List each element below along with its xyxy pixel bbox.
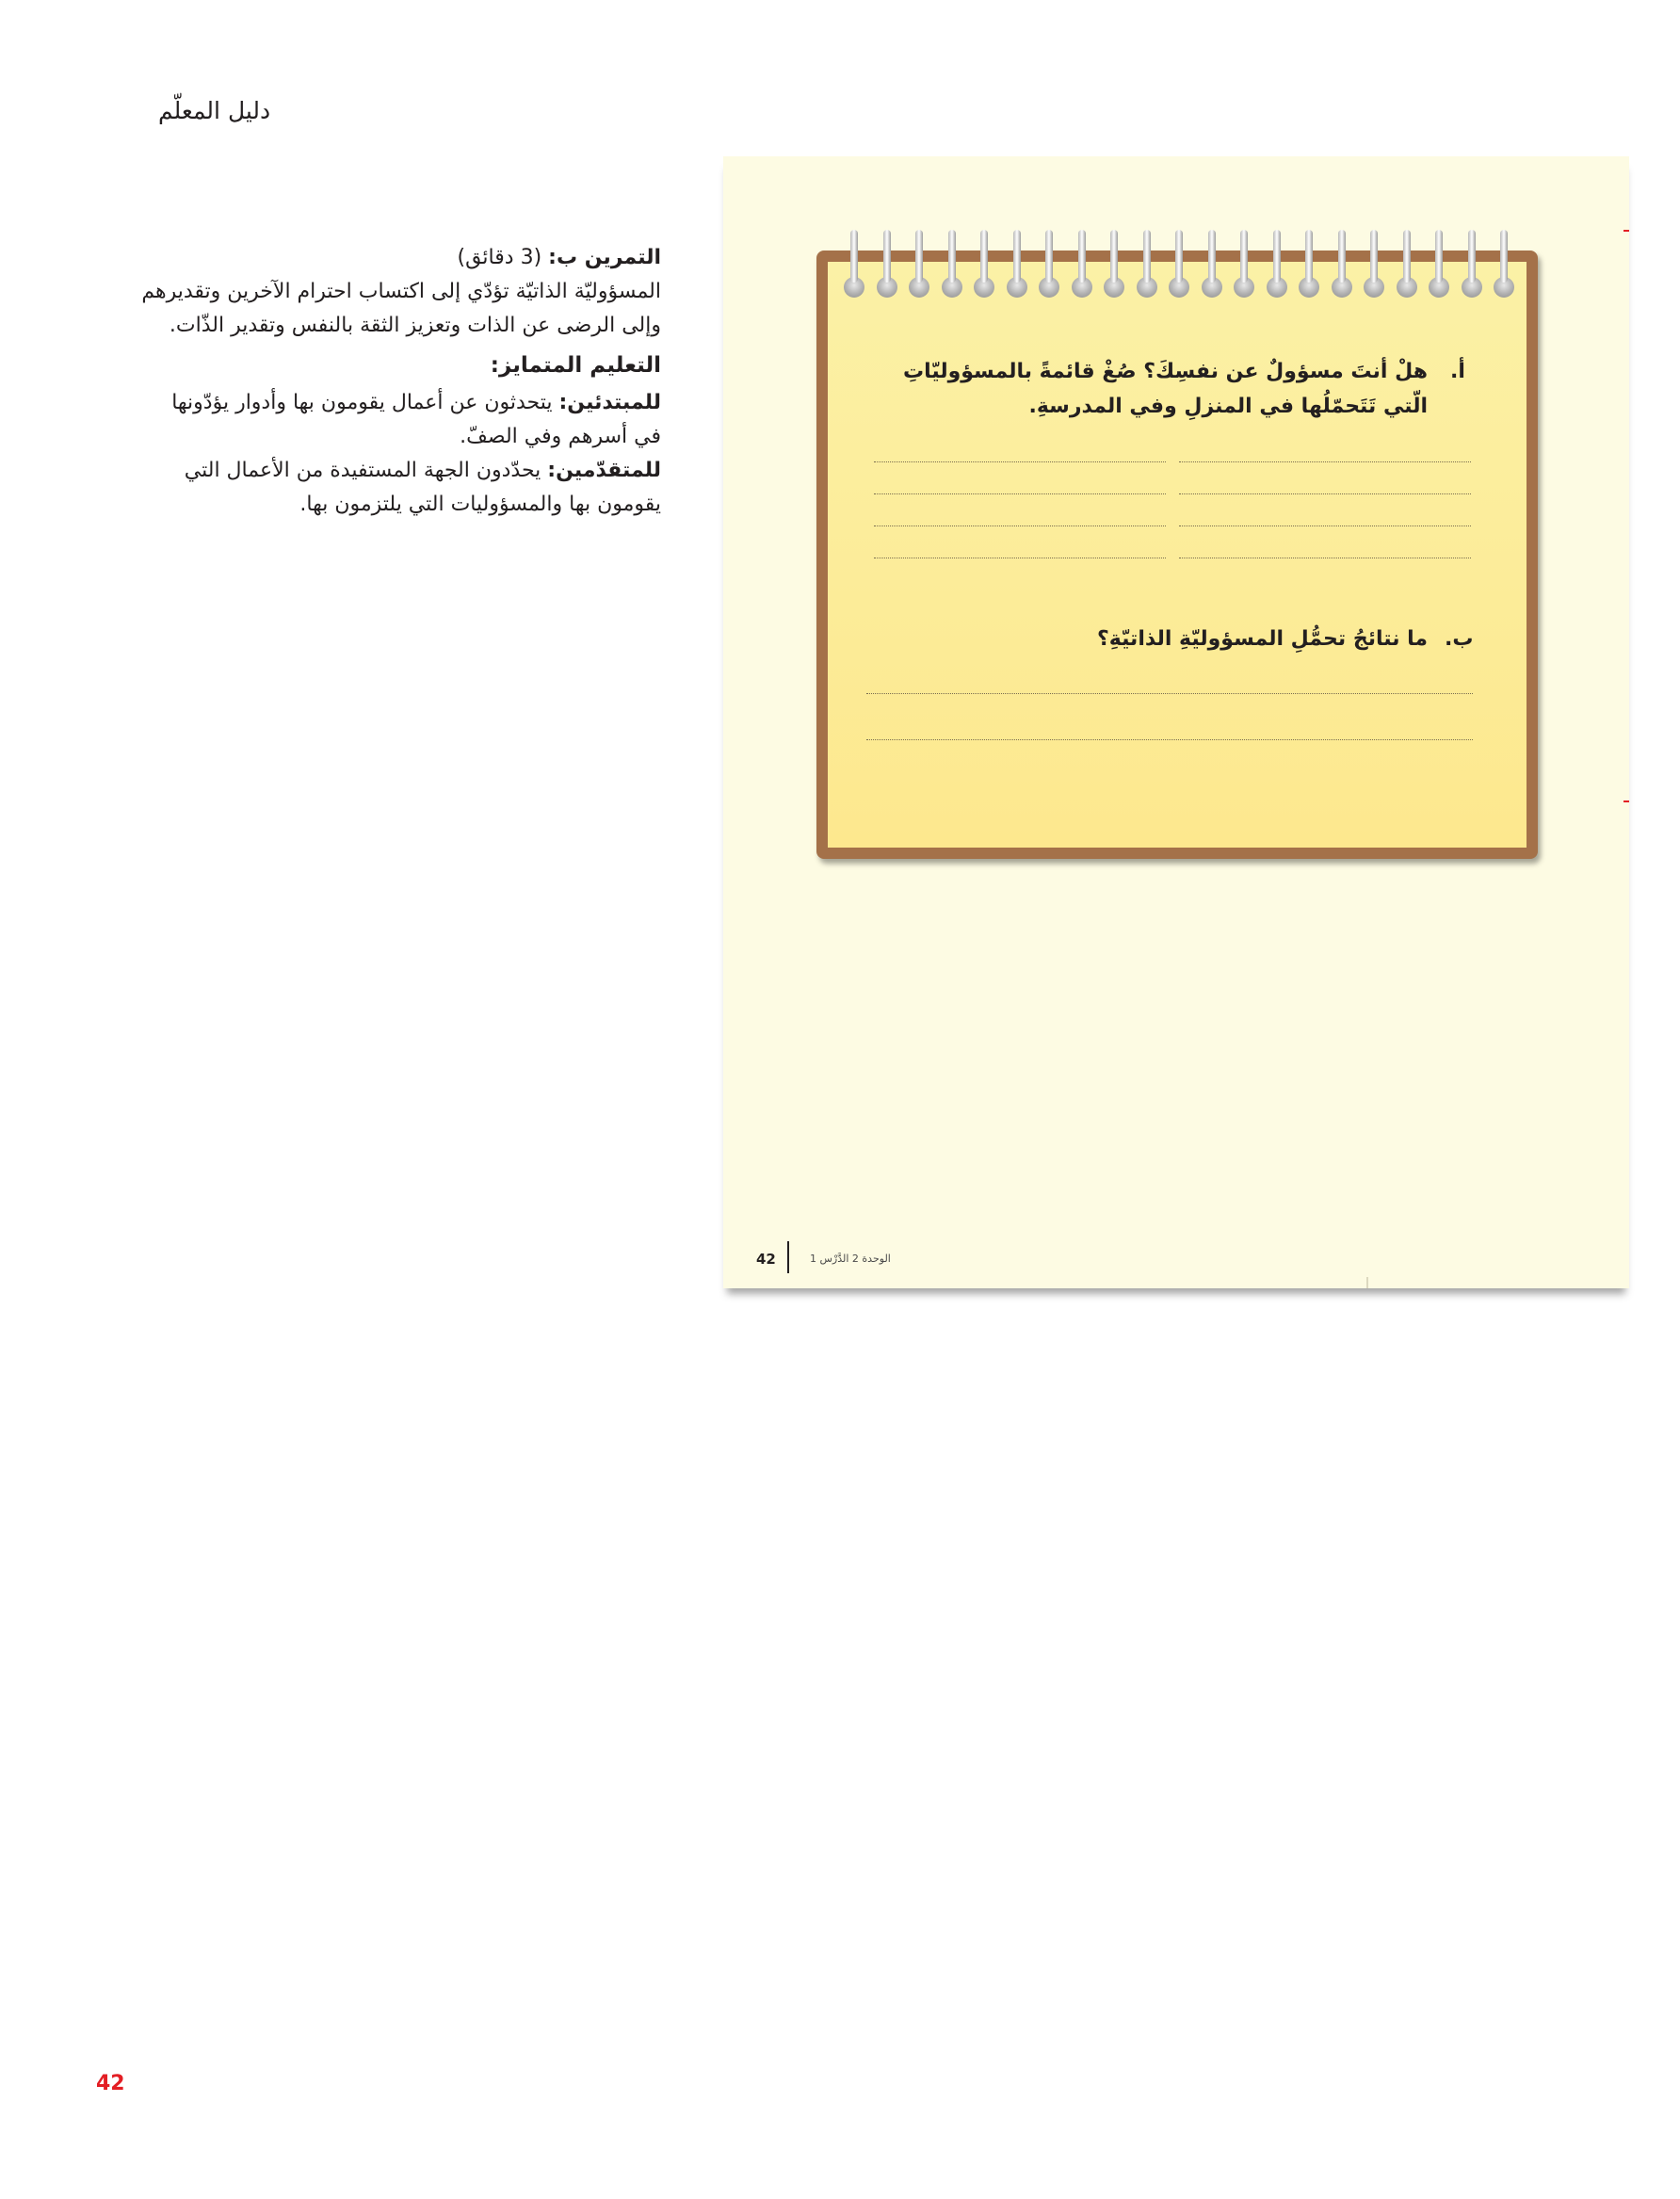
teacher-guide-notes [141, 241, 661, 522]
spiral-ring [1137, 230, 1157, 305]
answer-line[interactable] [874, 461, 1166, 462]
guide-title: دليل المعلّم [158, 97, 271, 124]
answer-line[interactable] [1179, 525, 1471, 526]
ring-wire [980, 230, 988, 283]
exercise-duration: (3 دقائق) [457, 246, 549, 269]
spiral-ring [1202, 230, 1222, 305]
answer-line[interactable] [1179, 461, 1471, 462]
spiral-ring [1494, 230, 1514, 305]
ring-wire [883, 230, 891, 283]
question-a-text: هلْ أنتَ مسؤولٌ عن نفسِكَ؟ صُغْ قائمةً بالمسؤوليّاتِ الّتي تَتَحمّلُها في المنزلِ وفي المدرسةِ. [902, 360, 1428, 418]
exercise-label: التمرين ب: [548, 246, 661, 269]
spiral-ring [1299, 230, 1319, 305]
spiral-ring [1234, 230, 1254, 305]
question-b-text: ما نتائجُ تحمُّلِ المسؤوليّةِ الذاتيّةِ؟ [1096, 627, 1428, 651]
ring-wire [1468, 230, 1476, 283]
answer-line[interactable] [874, 525, 1166, 526]
ring-wire [1045, 230, 1053, 283]
spiral-ring [909, 230, 929, 305]
ring-wire [1175, 230, 1183, 283]
ring-wire [1208, 230, 1216, 283]
ring-wire [1338, 230, 1346, 283]
crop-mark [1623, 800, 1629, 802]
spiral-ring [1007, 230, 1027, 305]
workbook-page-number: 42 [756, 1251, 776, 1268]
ring-wire [1240, 230, 1248, 283]
workbook-footer-unit: الوحدة 2 الدَّرْس 1 [810, 1253, 891, 1265]
spiral-ring [974, 230, 994, 305]
ring-wire [1403, 230, 1411, 283]
answer-line[interactable] [874, 493, 1166, 494]
exercise-text: المسؤوليّة الذاتيّة تؤدّي إلى اكتساب احترام الآخرين وتقديرهم وإلى الرضى عن الذات وتعزيز الثقة بالنفس وتقدير الذّات. [141, 280, 661, 337]
spiral-ring [1267, 230, 1287, 305]
ring-wire [915, 230, 923, 283]
advanced-text: يحدّدون الجهة المستفيدة من الأعمال التي يقومون بها والمسؤوليات التي يلتزمون بها. [184, 459, 661, 516]
answer-line[interactable] [866, 693, 1473, 694]
spiral-ring [1429, 230, 1449, 305]
notepad-frame [816, 251, 1538, 859]
ring-wire [1078, 230, 1086, 283]
beginners-paragraph [141, 386, 661, 454]
spiral-binding [844, 230, 1503, 305]
ring-wire [1500, 230, 1508, 283]
answer-line[interactable] [866, 739, 1473, 740]
ring-wire [850, 230, 858, 283]
ring-wire [1273, 230, 1281, 283]
spiral-ring [1169, 230, 1189, 305]
crop-mark [1623, 230, 1629, 232]
spiral-ring [1072, 230, 1092, 305]
spiral-ring [1104, 230, 1124, 305]
advanced-label: للمتقدّمين: [547, 459, 661, 482]
page-number: 42 [96, 2072, 125, 2095]
ring-wire [948, 230, 956, 283]
ring-wire [1370, 230, 1378, 283]
beginners-text: يتحدثون عن أعمال يقومون بها وأدوار يؤدّونها في أسرهم وفي الصفّ. [171, 391, 661, 448]
page-fold [1366, 1277, 1368, 1288]
ring-wire [1305, 230, 1313, 283]
question-b-letter: ب. [1445, 627, 1474, 651]
spiral-ring [1039, 230, 1059, 305]
ring-wire [1110, 230, 1118, 283]
spiral-ring [1364, 230, 1384, 305]
advanced-paragraph [141, 454, 661, 522]
differentiation-heading: التعليم المتمايز: [490, 353, 661, 378]
spiral-ring [1462, 230, 1482, 305]
ring-wire [1435, 230, 1443, 283]
footer-divider [787, 1241, 789, 1273]
ring-wire [1013, 230, 1021, 283]
ring-wire [1143, 230, 1151, 283]
exercise-paragraph [141, 241, 661, 275]
beginners-label: للمبتدئين: [558, 391, 661, 414]
spiral-ring [942, 230, 962, 305]
spiral-ring [1332, 230, 1352, 305]
spiral-ring [877, 230, 897, 305]
question-a-letter: أ. [1450, 360, 1465, 383]
notepad-paper [828, 262, 1527, 848]
spiral-ring [844, 230, 864, 305]
spiral-ring [1397, 230, 1417, 305]
answer-line[interactable] [1179, 493, 1471, 494]
